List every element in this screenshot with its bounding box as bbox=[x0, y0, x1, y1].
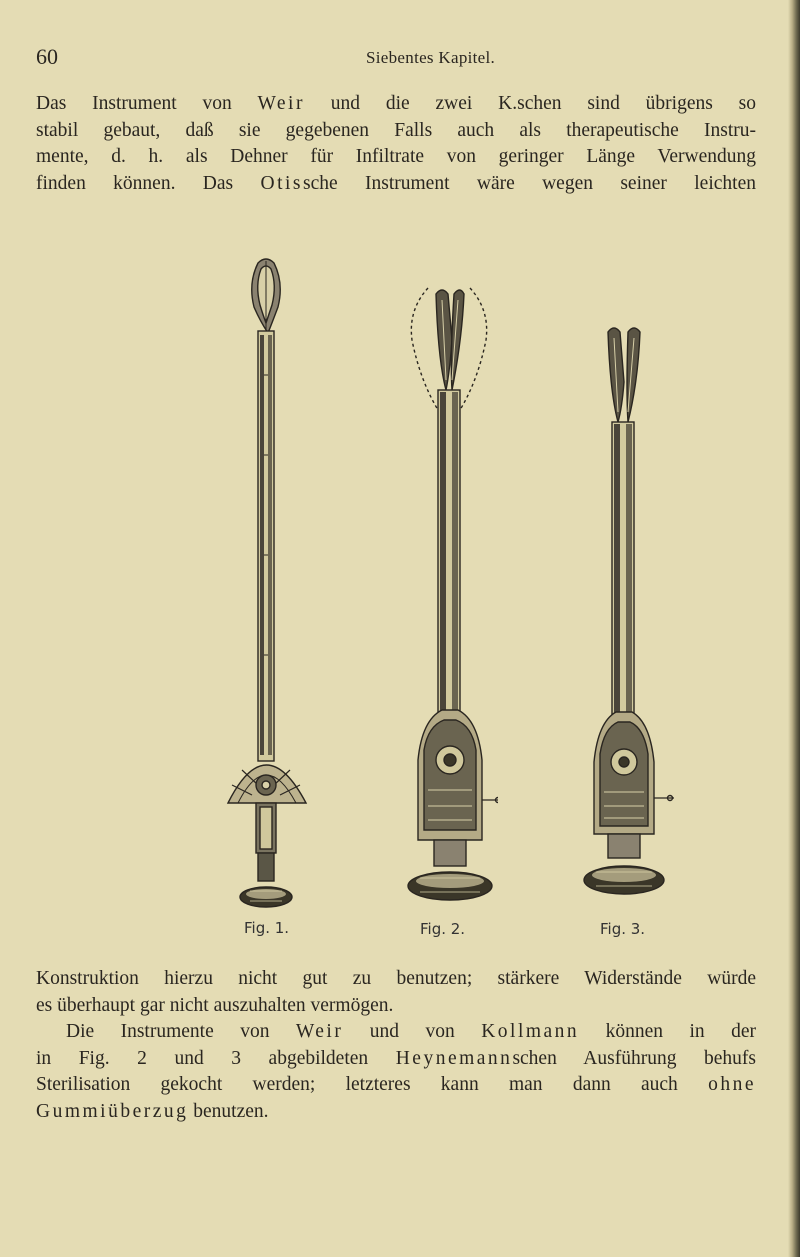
running-head: Siebentes Kapitel. bbox=[366, 48, 496, 67]
figure-2-instrument bbox=[398, 280, 498, 938]
text-line: Die Instrumente von Weir und von Kollmann können in der bbox=[66, 1021, 757, 1042]
figure-3-caption: Fig. 3. bbox=[600, 920, 646, 938]
figure-1-caption: Fig. 1. bbox=[244, 919, 290, 937]
figure-3-illustration bbox=[578, 322, 678, 920]
text-line: Konstruktion hierzu nicht gut zu benutzen; stärkere Widerstände würde bbox=[36, 968, 756, 989]
text-line: Sterilisation gekocht werden; letzteres kann man dann auch ohne bbox=[36, 1074, 756, 1095]
text-line: es überhaupt gar nicht auszuhalten vermögen. bbox=[36, 994, 394, 1016]
paragraph-bottom bbox=[36, 966, 756, 1125]
figure-2-caption: Fig. 2. bbox=[420, 920, 466, 938]
figure-1-instrument bbox=[222, 255, 312, 937]
text-line: finden können. Das Otissche Instrument wäre wegen seiner leichten bbox=[36, 172, 756, 194]
text-line: stabil gebaut, daß sie gegebenen Falls auch als therapeutische Instru- bbox=[36, 119, 756, 141]
figure-1-illustration bbox=[222, 255, 312, 920]
paragraph-top bbox=[36, 91, 756, 197]
text-line: Das Instrument von Weir und die zwei K.schen sind übrigens so bbox=[36, 93, 756, 114]
figure-2-illustration bbox=[398, 280, 498, 920]
text-line: mente, d. h. als Dehner für Infiltrate von geringer Länge Verwendung bbox=[36, 146, 756, 167]
page-number: 60 bbox=[36, 44, 58, 69]
text-line: Gummiüberzug benutzen. bbox=[36, 1100, 269, 1122]
page-header bbox=[36, 44, 756, 74]
text-line: in Fig. 2 und 3 abgebildeten Heynemannschen Ausführung behufs bbox=[36, 1047, 756, 1069]
page-edge-shadow bbox=[788, 0, 800, 1257]
figure-3-instrument bbox=[578, 322, 678, 938]
